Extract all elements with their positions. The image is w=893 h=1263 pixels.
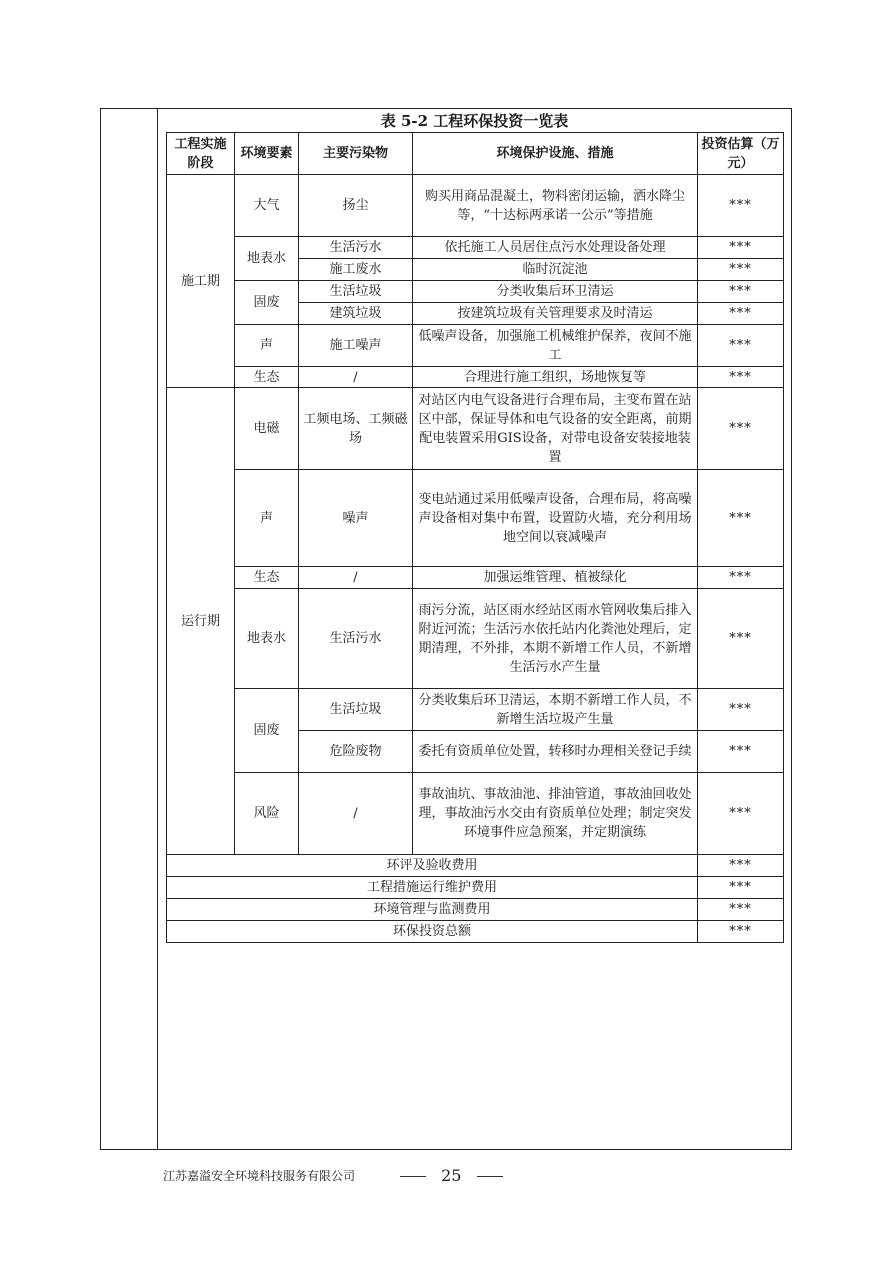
table-row [167, 325, 784, 367]
element-cell: 地表水 [235, 237, 299, 281]
page-dash-left [400, 1176, 426, 1177]
pollutant-cell: / [299, 567, 413, 589]
element-cell: 声 [235, 470, 299, 567]
element-cell: 固废 [235, 281, 299, 325]
pollutant-cell: 施工噪声 [299, 325, 413, 367]
table-title: 表 5-2 工程环保投资一览表 [380, 112, 569, 130]
cost-cell: *** [698, 367, 784, 388]
measure-cell: 低噪声设备，加强施工机械维护保养，夜间不施工 [413, 325, 698, 367]
table-header-row [167, 133, 784, 175]
measure-cell: 合理进行施工组织，场地恢复等 [413, 367, 698, 388]
investment-table [166, 132, 784, 943]
cost-cell: *** [698, 689, 784, 731]
pollutant-cell: 建筑垃圾 [299, 303, 413, 325]
cost-cell: *** [698, 731, 784, 773]
element-cell: 固废 [235, 689, 299, 773]
measure-cell: 购买用商品混凝土，物料密闭运输，洒水降尘等，“十达标两承诺一公示”等措施 [413, 175, 698, 237]
header-stage: 工程实施阶段 [167, 133, 235, 175]
cost-cell: *** [698, 855, 784, 877]
page-number [400, 1166, 503, 1185]
pollutant-cell: / [299, 367, 413, 388]
measure-cell: 委托有资质单位处置，转移时办理相关登记手续 [413, 731, 698, 773]
total-label: 工程措施运行维护费用 [167, 877, 698, 899]
table-row [167, 567, 784, 589]
total-row [167, 855, 784, 877]
header-element: 环境要素 [235, 133, 299, 175]
header-pollutant: 主要污染物 [299, 133, 413, 175]
measure-cell: 分类收集后环卫清运，本期不新增工作人员，不新增生活垃圾产生量 [413, 689, 698, 731]
header-cost: 投资估算（万元） [698, 133, 784, 175]
cost-cell: *** [698, 303, 784, 325]
page-number-text: 25 [441, 1166, 462, 1185]
measure-cell: 雨污分流，站区雨水经站区雨水管网收集后排入附近河流；生活污水依托站内化粪池处理后，定期清理，不外排，本期不新增工作人员，不新增生活污水产生量 [413, 589, 698, 689]
pollutant-cell: 生活垃圾 [299, 281, 413, 303]
element-cell: 大气 [235, 175, 299, 237]
pollutant-cell: 危险废物 [299, 731, 413, 773]
element-cell: 生态 [235, 367, 299, 388]
pollutant-cell: 扬尘 [299, 175, 413, 237]
table-row [167, 367, 784, 388]
pollutant-cell: 生活污水 [299, 237, 413, 259]
footer-company: 江苏嘉溢安全环境科技服务有限公司 [163, 1169, 356, 1183]
table-row [167, 589, 784, 689]
measure-cell: 加强运维管理、植被绿化 [413, 567, 698, 589]
cost-cell: *** [698, 877, 784, 899]
measure-cell: 依托施工人员居住点污水处理设备处理 [413, 237, 698, 259]
table-row [167, 689, 784, 731]
measure-cell: 对站区内电气设备进行合理布局，主变布置在站区中部，保证导体和电气设备的安全距离，前期配电装置采用GIS设备，对带电设备安装接地装置 [413, 388, 698, 470]
measure-cell: 按建筑垃圾有关管理要求及时清运 [413, 303, 698, 325]
table-row [167, 470, 784, 567]
measure-cell: 分类收集后环卫清运 [413, 281, 698, 303]
measure-cell: 变电站通过采用低噪声设备，合理布局，将高噪声设备相对集中布置，设置防火墙，充分利用场地空间以衰减噪声 [413, 470, 698, 567]
element-cell: 声 [235, 325, 299, 367]
frame-column-rule [157, 108, 158, 1150]
pollutant-cell: 生活垃圾 [299, 689, 413, 731]
table-row [167, 281, 784, 303]
total-row [167, 921, 784, 943]
cost-cell: *** [698, 899, 784, 921]
element-cell: 风险 [235, 773, 299, 855]
stage-cell-operation: 运行期 [167, 388, 235, 855]
cost-cell: *** [698, 237, 784, 259]
measure-cell: 临时沉淀池 [413, 259, 698, 281]
table-row [167, 388, 784, 470]
pollutant-cell: 工频电场、工频磁场 [299, 388, 413, 470]
cost-cell: *** [698, 589, 784, 689]
cost-cell: *** [698, 921, 784, 943]
page-dash-right [477, 1176, 503, 1177]
header-measures: 环境保护设施、措施 [413, 133, 698, 175]
total-label: 环评及验收费用 [167, 855, 698, 877]
total-label: 环境管理与监测费用 [167, 899, 698, 921]
pollutant-cell: 噪声 [299, 470, 413, 567]
element-cell: 电磁 [235, 388, 299, 470]
cost-cell: *** [698, 259, 784, 281]
measure-cell: 事故油坑、事故油池、排油管道，事故油回收处理，事故油污水交由有资质单位处理；制定突发环境事件应急预案，并定期演练 [413, 773, 698, 855]
element-cell: 地表水 [235, 589, 299, 689]
pollutant-cell: 施工废水 [299, 259, 413, 281]
pollutant-cell: / [299, 773, 413, 855]
cost-cell: *** [698, 773, 784, 855]
pollutant-cell: 生活污水 [299, 589, 413, 689]
table-row [167, 773, 784, 855]
cost-cell: *** [698, 325, 784, 367]
total-row [167, 899, 784, 921]
cost-cell: *** [698, 175, 784, 237]
cost-cell: *** [698, 281, 784, 303]
cost-cell: *** [698, 388, 784, 470]
stage-cell-construction: 施工期 [167, 175, 235, 388]
table-row [167, 237, 784, 259]
table-row [167, 175, 784, 237]
total-label: 环保投资总额 [167, 921, 698, 943]
total-row [167, 877, 784, 899]
cost-cell: *** [698, 567, 784, 589]
element-cell: 生态 [235, 567, 299, 589]
cost-cell: *** [698, 470, 784, 567]
